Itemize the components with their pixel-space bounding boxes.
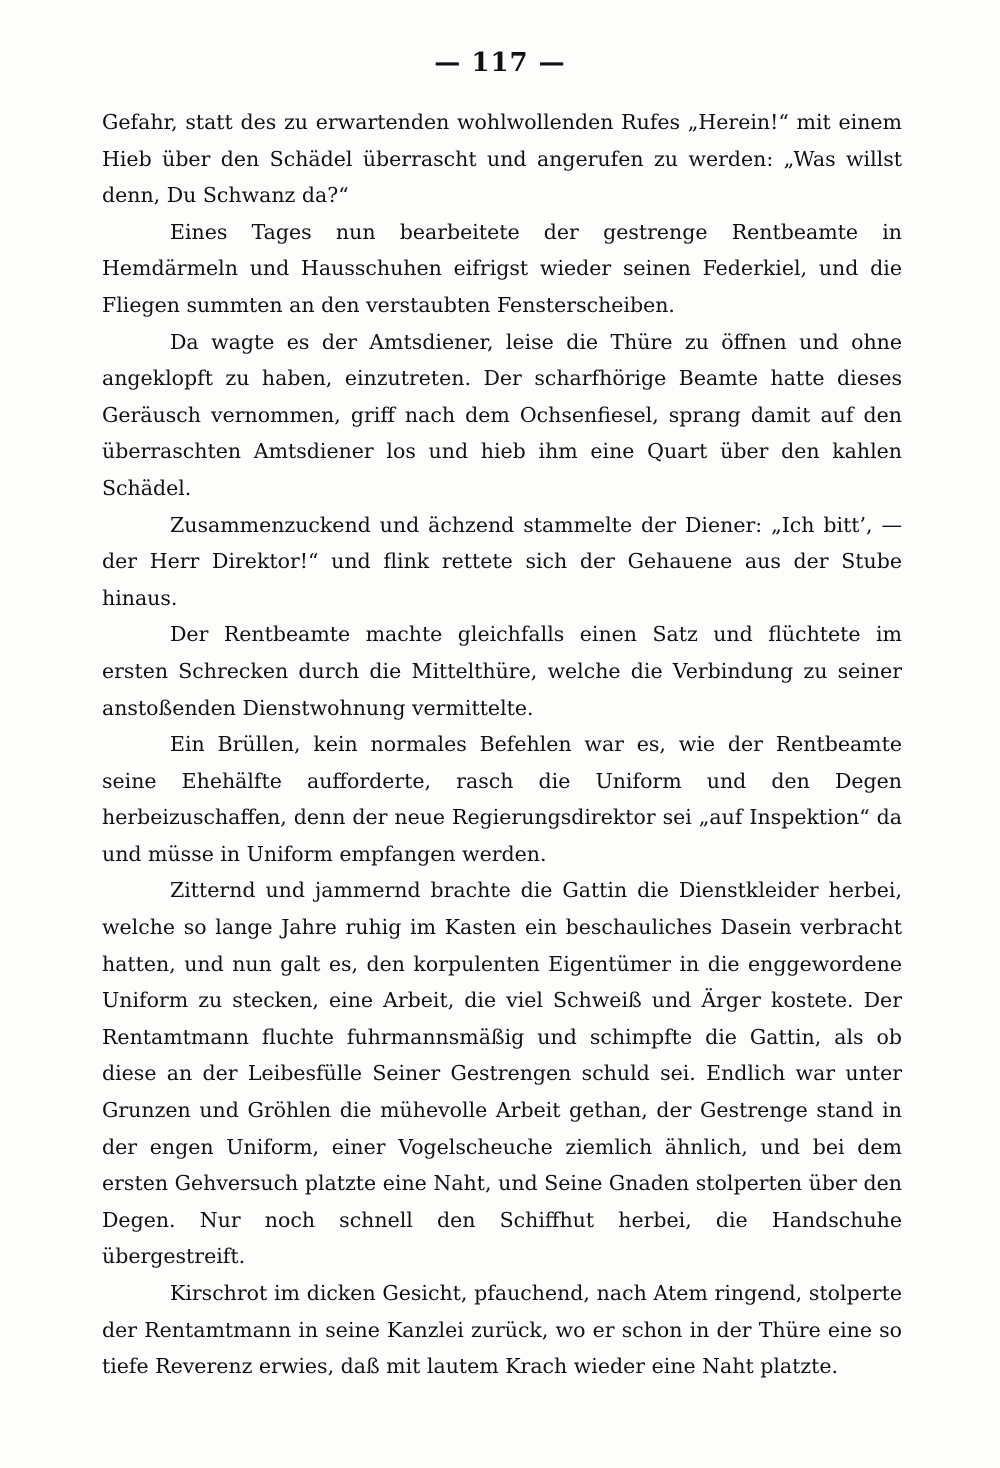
paragraph: Zitternd und jammernd brachte die Gattin die Dienstkleider herbei, welche so lange Jahre ruhig im Kasten ein beschauliches Dasein verbracht hatten, und nun galt es, den korpulenten Eigentümer in die enggewordene Uniform zu stecken, eine Arbeit, die viel Schweiß und Ärger kostete. Der Rentamtmann fluchte fuhrmannsmäßig und schimpfte die Gattin, als ob diese an der Leibesfülle Seiner Gestrengen schuld sei. Endlich war unter Grunzen und Gröhlen die mühevolle Arbeit gethan, der Gestrenge stand in der engen Uniform, einer Vogelscheuche ziemlich ähnlich, und bei dem ersten Gehversuch platzte eine Naht, und Seine Gnaden stolperten über den Degen. Nur noch schnell den Schiffhut herbei, die Handschuhe übergestreift.	[102, 878, 902, 1269]
page-body-text	[102, 104, 902, 1385]
page-number: — 117 —	[434, 48, 566, 78]
paragraph: Der Rentbeamte machte gleichfalls einen Satz und flüchtete im ersten Schrecken durch die Mittelthüre, welche die Verbindung zu seiner anstoßenden Dienstwohnung vermittelte.	[102, 622, 902, 720]
paragraph-continued: Gefahr, statt des zu erwartenden wohlwollenden Rufes „Herein!“ mit einem Hieb über den Schädel überrascht und angerufen zu werden: „Was willst denn, Du Schwanz da?“	[102, 110, 902, 208]
paragraph: Ein Brüllen, kein normales Befehlen war es, wie der Rentbeamte seine Ehehälfte aufforderte, rasch die Uniform und den Degen herbeizuschaffen, denn der neue Regierungsdirektor sei „auf Inspektion“ da und müsse in Uniform empfangen werden.	[102, 732, 902, 866]
paragraph: Eines Tages nun bearbeitete der gestrenge Rentbeamte in Hemdärmeln und Hausschuhen eifrigst wieder seinen Federkiel, und die Fliegen summten an den verstaubten Fensterscheiben.	[102, 219, 902, 317]
paragraph: Kirschrot im dicken Gesicht, pfauchend, nach Atem ringend, stolperte der Rentamtmann in seine Kanzlei zurück, wo er schon in der Thüre eine so tiefe Reverenz erwies, daß mit lautem Krach wieder eine Naht platzte.	[102, 1281, 902, 1379]
paragraph: Zusammenzuckend und ächzend stammelte der Diener: „Ich bitt’, — der Herr Direktor!“ und flink rettete sich der Gehauene aus der Stube hinaus.	[102, 512, 902, 610]
paragraph: Da wagte es der Amtsdiener, leise die Thüre zu öffnen und ohne angeklopft zu haben, einzutreten. Der scharfhörige Beamte hatte dieses Geräusch vernommen, griff nach dem Ochsenfiesel, sprang damit auf den überraschten Amtsdiener los und hieb ihm eine Quart über den kahlen Schädel.	[102, 329, 902, 500]
